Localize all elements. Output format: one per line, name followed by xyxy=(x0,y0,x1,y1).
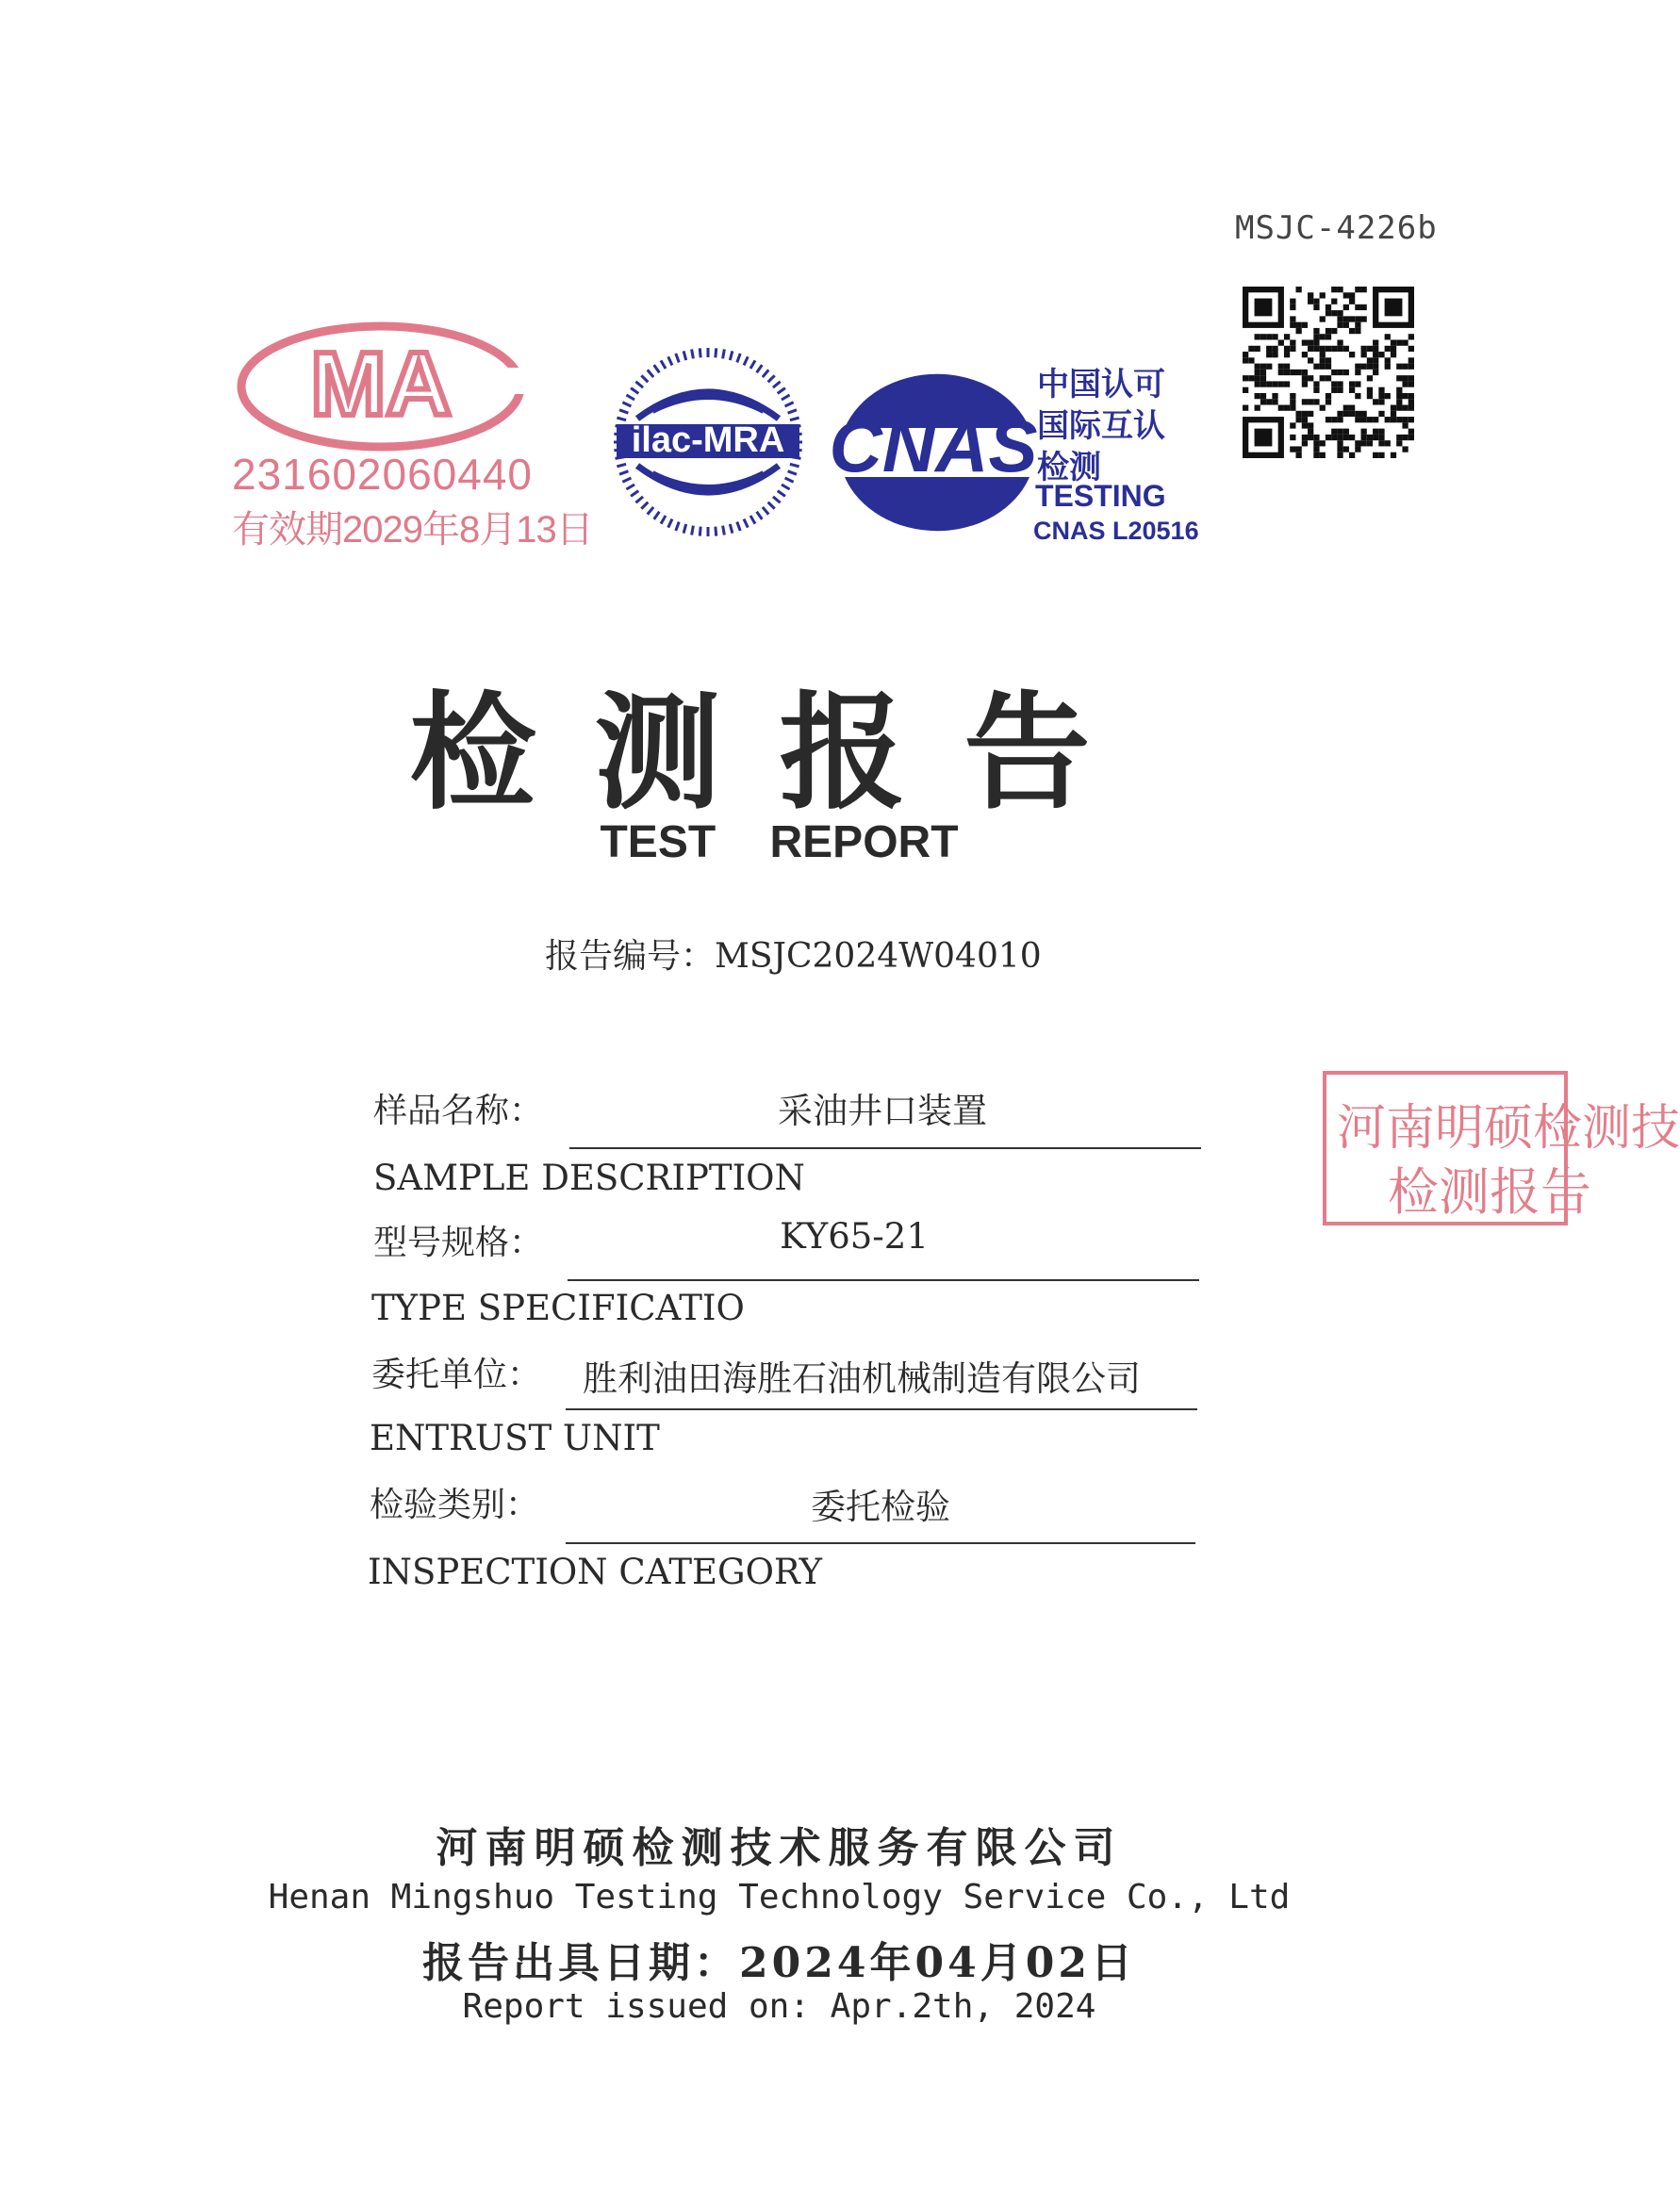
qr-code-icon xyxy=(1243,287,1414,458)
title-cn: 检测报告 xyxy=(409,678,1149,827)
field-label-cn: 型号规格： xyxy=(373,1224,544,1262)
cnas-line-1: 中国认可 xyxy=(1037,367,1165,403)
issue-date-en: Report issued on: Apr.2th, 2024 xyxy=(462,1987,1096,2026)
field-label-en: SAMPLE DESCRIPTION xyxy=(373,1158,805,1198)
seal-line-2: 检测报告 xyxy=(1388,1164,1591,1221)
issue-date-cn: 报告出具日期：2024年04月02日 xyxy=(422,1939,1136,1987)
field-underline xyxy=(568,1279,1199,1281)
cnas-logo-text: CNAS xyxy=(829,404,1038,487)
field-label-cn: 样品名称： xyxy=(373,1092,544,1130)
cnas-testing: TESTING xyxy=(1035,479,1166,513)
cnas-logo-icon xyxy=(816,362,1043,541)
seal-line-1: 河南明硕检测技 xyxy=(1337,1101,1680,1156)
field-label-en: ENTRUST UNIT xyxy=(370,1418,660,1458)
cnas-line-2: 国际互认 xyxy=(1037,408,1165,444)
document-code: MSJC-4226b xyxy=(1235,209,1438,247)
field-underline xyxy=(566,1542,1195,1544)
report-number xyxy=(545,929,1042,978)
field-label-en: INSPECTION CATEGORY xyxy=(368,1552,823,1592)
company-name-cn: 河南明硕检测技术服务有限公司 xyxy=(436,1824,1123,1872)
field-label-cn: 委托单位： xyxy=(371,1356,542,1394)
field-underline xyxy=(566,1408,1197,1410)
ilac-mra-logo-icon xyxy=(611,345,805,539)
ma-logo-text: MA xyxy=(310,334,452,435)
field-label-cn: 检验类别： xyxy=(370,1486,540,1524)
company-name-en: Henan Mingshuo Testing Technology Service Co., Ltd xyxy=(268,1878,1291,1916)
ilac-mra-logo-text: ilac-MRA xyxy=(631,420,785,460)
report-number-value: MSJC2024W04010 xyxy=(715,937,1042,976)
field-label-en: TYPE SPECIFICATIO xyxy=(371,1288,745,1328)
cnas-code: CNAS L20516 xyxy=(1033,517,1199,545)
field-value: 委托检验 xyxy=(811,1487,950,1527)
ma-stamp-number: 231602060440 xyxy=(232,450,533,499)
ma-stamp-validity: 有效期2029年8月13日 xyxy=(232,509,593,551)
cnas-line-3: 检测 xyxy=(1037,450,1101,485)
field-underline xyxy=(569,1147,1201,1149)
field-value: KY65-21 xyxy=(780,1216,929,1257)
title-en: TEST REPORT xyxy=(600,817,959,867)
field-value: 胜利油田海胜石油机械制造有限公司 xyxy=(583,1358,1141,1399)
report-number-label: 报告编号： xyxy=(545,937,716,976)
field-value: 采油井口装置 xyxy=(778,1091,987,1131)
